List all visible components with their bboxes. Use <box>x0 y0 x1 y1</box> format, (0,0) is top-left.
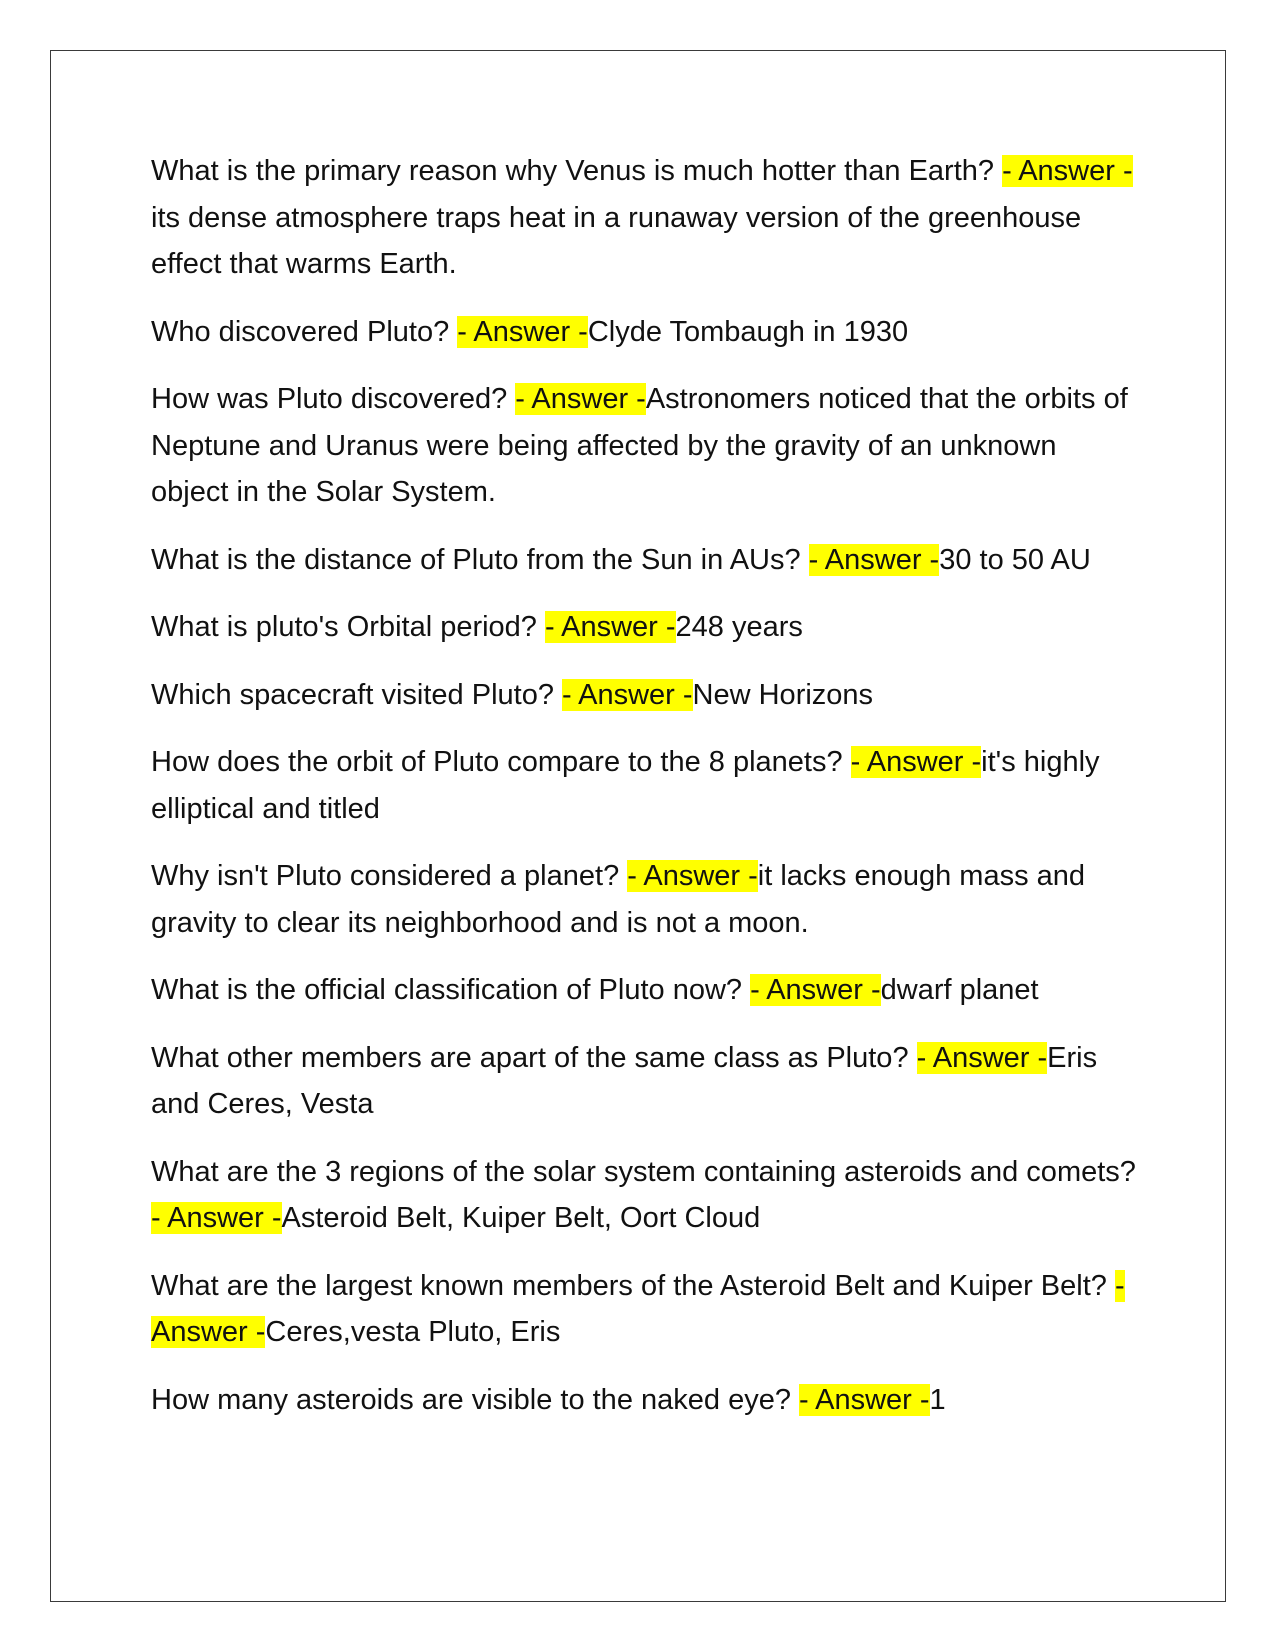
document-body <box>151 148 1141 1444</box>
answer-marker: - Answer - <box>627 860 758 892</box>
question-text: How was Pluto discovered? <box>151 383 516 415</box>
qa-item <box>151 1377 1141 1424</box>
question-text: What is the primary reason why Venus is much hotter than Earth? <box>151 155 1003 187</box>
question-text: What other members are apart of the same class as Pluto? <box>151 1041 917 1074</box>
question-text: How does the orbit of Pluto compare to the 8 planets? <box>151 746 851 778</box>
answer-text: Eris and Ceres, Vesta <box>151 1041 1098 1120</box>
question-text: How many asteroids are visible to the naked eye? <box>151 1383 800 1416</box>
answer-text: 1 <box>929 1383 946 1416</box>
answer-marker: - Answer - <box>457 315 588 348</box>
answer-text: Ceres,vesta Pluto, Eris <box>265 1316 561 1348</box>
answer-text: 248 years <box>675 611 803 643</box>
answer-text: it lacks enough mass and gravity to clear its neighborhood and is not a moon. <box>151 860 1086 939</box>
question-text: What is pluto's Orbital period? <box>151 611 545 643</box>
qa-item <box>151 376 1141 516</box>
answer-text: its dense atmosphere traps heat in a runaway version of the greenhouse effect that warms Earth. <box>151 201 1082 280</box>
qa-item <box>151 739 1141 832</box>
qa-item <box>151 604 1141 651</box>
answer-marker: - Answer - <box>808 543 940 576</box>
answer-text: Clyde Tombaugh in 1930 <box>587 315 909 348</box>
answer-marker: - Answer - <box>515 383 646 415</box>
answer-marker: - Answer - <box>1002 155 1133 187</box>
answer-marker: - Answer - <box>151 1202 282 1234</box>
qa-item <box>151 967 1141 1014</box>
answer-marker: - Answer - <box>916 1041 1048 1074</box>
question-text: What is the official classification of Pluto now? <box>151 974 751 1006</box>
answer-text: Asteroid Belt, Kuiper Belt, Oort Cloud <box>281 1202 761 1234</box>
question-text: What is the distance of Pluto from the Sun in AUs? <box>151 543 809 576</box>
answer-marker: - Answer - <box>151 1269 1125 1348</box>
answer-marker: - Answer - <box>850 746 982 778</box>
question-text: Why isn't Pluto considered a planet? <box>151 860 628 892</box>
qa-item <box>151 537 1141 584</box>
qa-item <box>151 309 1141 356</box>
answer-text: Astronomers noticed that the orbits of Neptune and Uranus were being affected by the gravity of an unknown object in the Solar System. <box>151 383 1128 508</box>
answer-text: it's highly elliptical and titled <box>151 746 1100 825</box>
qa-item <box>151 1035 1141 1128</box>
question-text: Who discovered Pluto? <box>151 315 458 348</box>
question-text: Which spacecraft visited Pluto? <box>151 678 563 711</box>
qa-item <box>151 1149 1141 1242</box>
question-text: What are the largest known members of the Asteroid Belt and Kuiper Belt? <box>151 1269 1115 1302</box>
qa-item <box>151 148 1141 288</box>
answer-marker: - Answer - <box>799 1383 930 1416</box>
answer-text: 30 to 50 AU <box>939 543 1091 576</box>
answer-marker: - Answer - <box>545 611 676 643</box>
answer-marker: - Answer - <box>750 974 881 1006</box>
answer-text: New Horizons <box>692 678 874 711</box>
answer-text: dwarf planet <box>880 974 1039 1006</box>
question-text: What are the 3 regions of the solar system containing asteroids and comets? <box>151 1155 1136 1188</box>
qa-item <box>151 672 1141 719</box>
qa-item <box>151 1263 1141 1356</box>
qa-item <box>151 853 1141 946</box>
answer-marker: - Answer - <box>562 678 693 711</box>
